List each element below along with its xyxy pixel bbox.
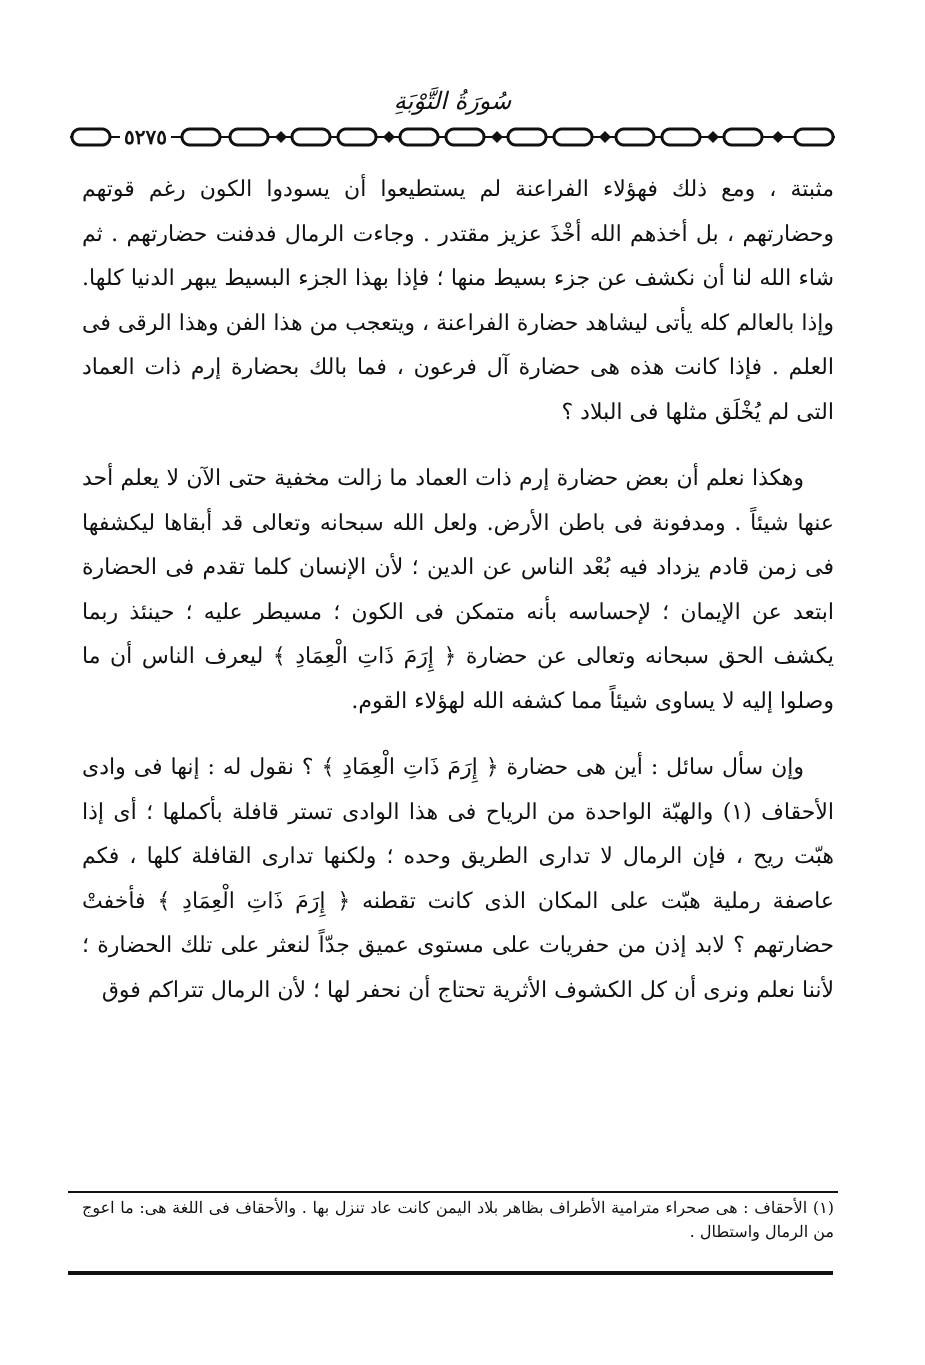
ornament-chain-icon	[70, 124, 835, 150]
paragraph-1: مثبتة ، ومع ذلك فهؤلاء الفراعنة لم يستطيعوا أن يسودوا الكون رغم قوتهم وحضارتهم ، بل أخذهم الله أخْذَ عزيز مقتدر . وجاءت الرمال فدفنت حضارتهم . ثم شاء الله لنا أن نكشف عن جزء بسيط منها ؛ فإذا بهذا الجزء البسيط يبهر الدنيا كلها. وإذا بالعالم كله يأتى ليشاهد حضارة الفراعنة ، ويتعجب من هذا الفن وهذا الرقى فى العلم . فإذا كانت هذه هى حضارة آل فرعون ، فما بالك بحضارة إرم ذات العماد التى لم يُخْلَق مثلها فى البلاد ؟	[82, 177, 834, 425]
paragraph-2: وهكذا نعلم أن بعض حضارة إرم ذات العماد ما زالت مخفية حتى الآن لا يعلم أحد عنها شيئاً . ومدفونة فى باطن الأرض. ولعل الله سبحانه وتعالى قد أبقاها ليكشفها فى زمن قادم يزداد فيه بُعْد الناس عن الدين ؛ لأن الإنسان كلما تقدم فى الحضارة ابتعد عن الإيمان ؛ لإحساسه بأنه متمكن فى الكون ؛ مسيطر عليه ؛ حينئذ ربما يكشف الحق سبحانه وتعالى عن حضارة ﴿ إِرَمَ ذَاتِ الْعِمَادِ ﴾ ليعرف الناس أن ما وصلوا إليه لا يساوى شيئاً مما كشفه الله لهؤلاء القوم.	[82, 466, 834, 714]
footnote: (١) الأحقاف : هى صحراء مترامية الأطراف بظاهر بلاد اليمن كانت عاد تنزل بها . والأحقاف فى اللغة هى: ما اعوج من الرمال واستطال .	[82, 1198, 834, 1241]
footnote-divider	[68, 1191, 838, 1193]
bottom-rule	[68, 1271, 833, 1275]
main-text	[82, 168, 834, 1013]
page-number: ٥٢٧٥	[120, 124, 171, 150]
surah-title: سُورَةُ التَّوْبَةِ	[393, 87, 512, 115]
page-header	[70, 84, 835, 156]
ornamental-border	[70, 124, 835, 150]
paragraph-3: وإن سأل سائل : أين هى حضارة ﴿ إِرَمَ ذَاتِ الْعِمَادِ ﴾ ؟ نقول له : إنها فى وادى الأحقاف (١) والهبّة الواحدة من الرياح فى هذا الوادى تستر قافلة بأكملها ؛ أى إذا هبّت ريح ، فإن الرمال لا تدارى الطريق وحده ؛ ولكنها تدارى القافلة كلها ، فكم عاصفة رملية هبّت على المكان الذى كانت تقطنه ﴿ إِرَمَ ذَاتِ الْعِمَادِ ﴾ فأخفتْ حضارتهم ؟ لابد إذن من حفريات على مستوى عميق جدّاً لنعثر على تلك الحضارة ؛ لأننا نعلم ونرى أن كل الكشوف الأثرية تحتاج أن نحفر لها ؛ لأن الرمال تتراكم فوق	[82, 755, 834, 1003]
